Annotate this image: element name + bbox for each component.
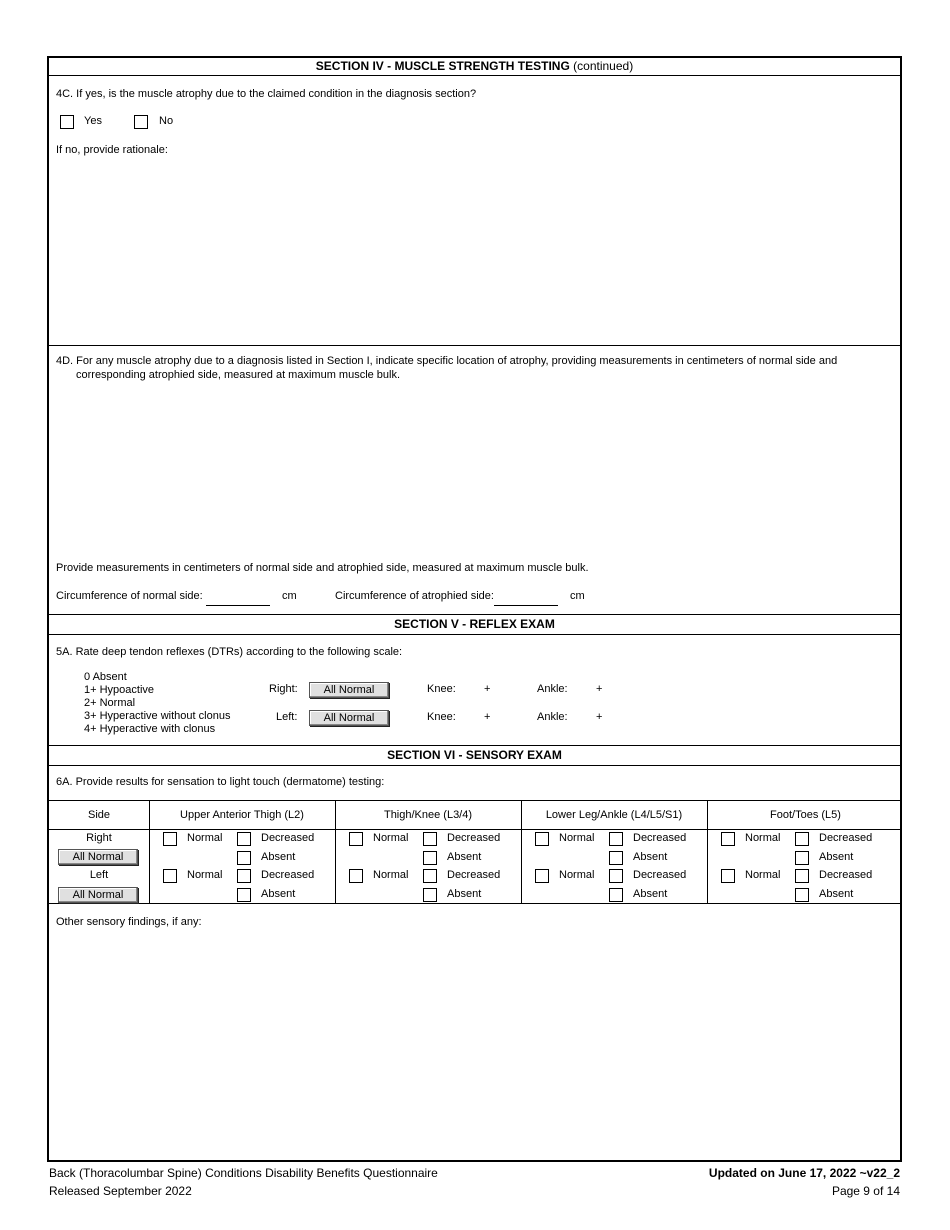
right-l5-decreased-checkbox[interactable] [795, 832, 809, 846]
absent-label: Absent [447, 851, 482, 863]
section-vi-header: SECTION VI - SENSORY EXAM [49, 746, 900, 766]
normal-label: Normal [745, 869, 781, 881]
other-findings-label: Other sensory findings, if any: [56, 916, 202, 928]
right-l34-decreased-checkbox[interactable] [423, 832, 437, 846]
decreased-label: Decreased [261, 832, 315, 844]
normal-label: Normal [187, 832, 223, 844]
absent-label: Absent [633, 888, 668, 900]
absent-label: Absent [261, 851, 296, 863]
absent-label: Absent [261, 888, 296, 900]
right-l2-decreased-checkbox[interactable] [237, 832, 251, 846]
knee-left-value[interactable]: + [484, 711, 491, 723]
left-l34-decreased-checkbox[interactable] [423, 869, 437, 883]
table-top-border [49, 800, 900, 801]
footer-updated: Updated on June 17, 2022 ~v22_2 [708, 1166, 900, 1180]
normal-label: Normal [559, 869, 595, 881]
decreased-label: Decreased [819, 869, 873, 881]
sensory-left-all-normal-button[interactable]: All Normal [58, 887, 138, 903]
right-l5-normal-checkbox[interactable] [721, 832, 735, 846]
absent-label: Absent [819, 888, 854, 900]
table-header-border [49, 829, 900, 830]
normal-label: Normal [559, 832, 595, 844]
question-5a: 5A. Rate deep tendon reflexes (DTRs) according to the following scale: [56, 646, 403, 658]
no-label: No [159, 115, 174, 127]
absent-label: Absent [633, 851, 668, 863]
circ-atrophied-label: Circumference of atrophied side: [335, 590, 494, 602]
reflex-right-label: Right: [269, 683, 298, 695]
knee-label: Knee: [427, 683, 456, 695]
right-l34-normal-checkbox[interactable] [349, 832, 363, 846]
question-6a: 6A. Provide results for sensation to light touch (dermatome) testing: [56, 776, 385, 788]
table-bottom-border [49, 903, 900, 904]
normal-label: Normal [373, 832, 409, 844]
right-l34-absent-checkbox[interactable] [423, 851, 437, 865]
right-l2-absent-checkbox[interactable] [237, 851, 251, 865]
scale-item: 3+ Hyperactive without clonus [84, 710, 231, 722]
scale-item: 2+ Normal [84, 697, 136, 709]
normal-label: Normal [187, 869, 223, 881]
circ-normal-input[interactable] [206, 605, 270, 606]
footer-released: Released September 2022 [49, 1184, 192, 1198]
row-label-left: Left [89, 869, 109, 881]
scale-item: 4+ Hyperactive with clonus [84, 723, 216, 735]
left-l34-absent-checkbox[interactable] [423, 888, 437, 902]
reflex-right-all-normal-button[interactable]: All Normal [309, 682, 389, 698]
decreased-label: Decreased [447, 869, 501, 881]
circ-atrophied-input[interactable] [494, 605, 558, 606]
row-label-right: Right [86, 832, 112, 844]
left-l45s1-normal-checkbox[interactable] [535, 869, 549, 883]
left-l2-absent-checkbox[interactable] [237, 888, 251, 902]
reflex-left-all-normal-button[interactable]: All Normal [309, 710, 389, 726]
right-l45s1-decreased-checkbox[interactable] [609, 832, 623, 846]
knee-right-value[interactable]: + [484, 683, 491, 695]
column-header-l4-l5-s1: Lower Leg/Ankle (L4/L5/S1) [545, 809, 683, 821]
yes-checkbox[interactable] [60, 115, 74, 129]
normal-label: Normal [373, 869, 409, 881]
right-l45s1-absent-checkbox[interactable] [609, 851, 623, 865]
decreased-label: Decreased [633, 832, 687, 844]
absent-label: Absent [819, 851, 854, 863]
section-iv-continued: (continued) [573, 59, 634, 73]
scale-item: 0 Absent [84, 671, 127, 683]
left-l45s1-absent-checkbox[interactable] [609, 888, 623, 902]
right-l2-normal-checkbox[interactable] [163, 832, 177, 846]
left-l5-normal-checkbox[interactable] [721, 869, 735, 883]
question-4d-line1: 4D. For any muscle atrophy due to a diagnosis listed in Section I, indicate specific location of atrophy, providing measurements in centimeters of normal side and [56, 355, 838, 367]
column-header-l5: Foot/Toes (L5) [770, 809, 841, 821]
right-l45s1-normal-checkbox[interactable] [535, 832, 549, 846]
no-checkbox[interactable] [134, 115, 148, 129]
cm-label: cm [570, 590, 585, 602]
atrophy-location-textarea[interactable] [54, 386, 894, 556]
absent-label: Absent [447, 888, 482, 900]
section-iv-title: SECTION IV - MUSCLE STRENGTH TESTING [315, 59, 570, 73]
scale-item: 1+ Hypoactive [84, 684, 155, 696]
form-frame [47, 56, 902, 1162]
normal-label: Normal [745, 832, 781, 844]
decreased-label: Decreased [633, 869, 687, 881]
divider [49, 345, 900, 346]
footer-page-number: Page 9 of 14 [831, 1184, 900, 1198]
section-iv-header [49, 58, 900, 76]
question-4d-line2: corresponding atrophied side, measured at maximum muscle bulk. [76, 369, 401, 381]
yes-label: Yes [84, 115, 102, 127]
column-header-l2: Upper Anterior Thigh (L2) [180, 809, 304, 821]
footer-form-title: Back (Thoracolumbar Spine) Conditions Disability Benefits Questionnaire [49, 1166, 438, 1180]
left-l5-absent-checkbox[interactable] [795, 888, 809, 902]
question-4c: 4C. If yes, is the muscle atrophy due to the claimed condition in the diagnosis section? [56, 88, 477, 100]
section-v-header: SECTION V - REFLEX EXAM [49, 615, 900, 635]
reflex-left-label: Left: [276, 711, 298, 723]
left-l5-decreased-checkbox[interactable] [795, 869, 809, 883]
rationale-label: If no, provide rationale: [56, 144, 168, 156]
decreased-label: Decreased [447, 832, 501, 844]
cm-label: cm [282, 590, 297, 602]
ankle-left-value[interactable]: + [596, 711, 603, 723]
other-findings-textarea[interactable] [54, 932, 894, 1157]
knee-label: Knee: [427, 711, 456, 723]
left-l2-decreased-checkbox[interactable] [237, 869, 251, 883]
ankle-right-value[interactable]: + [596, 683, 603, 695]
circ-normal-label: Circumference of normal side: [56, 590, 203, 602]
ankle-label: Ankle: [537, 683, 568, 695]
ankle-label: Ankle: [537, 711, 568, 723]
left-l45s1-decreased-checkbox[interactable] [609, 869, 623, 883]
sensory-right-all-normal-button[interactable]: All Normal [58, 849, 138, 865]
left-l2-normal-checkbox[interactable] [163, 869, 177, 883]
decreased-label: Decreased [819, 832, 873, 844]
rationale-textarea[interactable] [54, 158, 894, 343]
left-l34-normal-checkbox[interactable] [349, 869, 363, 883]
decreased-label: Decreased [261, 869, 315, 881]
measure-prompt: Provide measurements in centimeters of normal side and atrophied side, measured at maximum muscle bulk. [56, 562, 589, 574]
right-l5-absent-checkbox[interactable] [795, 851, 809, 865]
column-header-side: Side [87, 809, 111, 821]
column-header-l3-4: Thigh/Knee (L3/4) [383, 809, 473, 821]
